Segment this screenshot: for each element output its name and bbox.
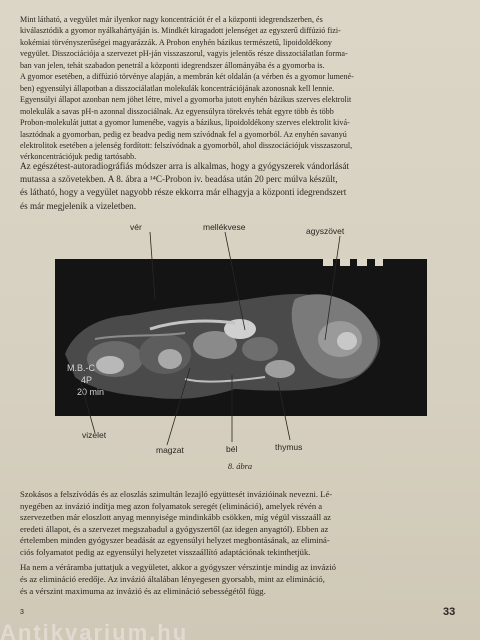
page-number: 33 [443, 606, 456, 618]
signature-mark: 3 [20, 609, 24, 616]
text-line: vérkoncentrációjuk pedig tartósabb. [20, 152, 137, 162]
label-magzat: magzat [156, 445, 184, 455]
label-ver: vér [130, 222, 142, 232]
text-line: elektrolitok esetében a jelenség fordított: felszívódnak a gyomorból, ahol disszociációjuk visszaszorul, [20, 140, 353, 150]
text-line: ciós folyamatot pedig az egyensúlyi helyzetet visszaállító adaptációnak tekinthetjük. [20, 546, 311, 557]
text-line: vegyület. Disszociációja a szervezet pH-ján visszaszorul, vagyis jelentős része disszociálatlan forma- [20, 49, 348, 59]
film-marking-1: M.B.-C [67, 363, 95, 373]
text-line: és látható, hogy a vegyület nagyobb része ekkorra már elhagyja a központi idegrendszert [20, 187, 347, 198]
text-line: ben) egyensúlyi állapotban a disszociálatlan molekulák koncentrációjának azonosnak kell lennie. [20, 83, 335, 93]
text-line: kiválasztódik a gyomor nyálkahártyáján is. Mindkét kiragadott jelenséget az egyszerű diffúzió fizi- [20, 26, 341, 36]
text-line: Szokásos a felszívódás és az eloszlás szimultán lezajló együttesét invázióinak nevezni. Lé- [20, 489, 333, 499]
text-line: Mint látható, a vegyület már ilyenkor nagy koncentrációt ér el a központi idegrendszerben, és [20, 15, 323, 24]
text-line: szervezetben már eloszlott anyag mennyisége mindinkább csökken, míg végül visszaáll az [20, 512, 331, 523]
text-line: kokémiai törvényszerűségei magyarázzák. A Probon enyhén bázikus természetű, lipoidoldékony [20, 37, 332, 47]
text-line: Az egészétest-autoradiográfiás módszer arra is alkalmas, hogy a gyógyszerek vándorlását [20, 161, 350, 171]
text-line: és az elimináció eredője. Az invázió általában lényegesen gyorsabb, mint az elimináció, [20, 573, 325, 584]
text-line: Ha nem a véráramba juttatjuk a vegyületet, akkor a gyógyszer vérszintje mindig az invázió [20, 562, 337, 572]
text-line: lasztódnak a gyomorban, pedig ez beadva pedig nem szívódnak fel a gyomorból. Az enyhén savanyú [20, 129, 347, 139]
text-line: értelemben minden gyógyszer beadását az egyensúlyi helyzet megbontásának, az eliminá- [20, 535, 330, 546]
text-line: eredeti állapot, és a szervezet megszabadul a gyógyszertől (az idegen anyagtól). Ebben az [20, 523, 329, 534]
text-line: mutassa a szövetekben. A 8. ábra a ¹⁴C-Probon iv. beadása után 20 perc múlva készült, [20, 174, 338, 185]
paragraph-blood-level [20, 562, 460, 597]
text-line: nyegében az invázió indítja meg azon folyamatok seregét (elimináció), amelyek révén a [20, 500, 323, 511]
film-marking-3: 20 min [77, 387, 105, 397]
text-line: A gyomor esetében, a diffúzió törvénye alapján, a membrán két oldalán (a vérben és a gyomor lumené- [20, 72, 354, 82]
text-line: Egyensúlyi állapot azonban nem jöhet létre, mivel a gyomorba jutott enyhén bázikus szerves elektrolit [20, 95, 352, 105]
watermark: Antikvarium.hu [0, 620, 189, 640]
film-marking-2: 4P [81, 375, 93, 385]
text-line: és már megjelenik a vizeletben. [20, 200, 137, 211]
label-vizelet: vizelet [82, 430, 107, 440]
text-line: és a vérszint maximuma az invázió és az elimináció sebességétől függ. [20, 585, 266, 596]
text-line: molekulák a savas pH-n azonnal disszociálnak. Az egyensúlyra törekvés tehát egyre több és több [20, 106, 334, 116]
label-bel: bél [226, 444, 238, 454]
label-mellekvese: mellékvese [203, 222, 246, 232]
text-line: Probon-molekulát juttat a gyomor lumenébe, vagyis a bázikus, lipoidoldékony szerves elektrolit kivá- [20, 118, 350, 128]
figure-caption: 8. ábra [227, 462, 253, 471]
text-line: ban van jelen, tehát szabadon penetrál a központi idegrendszer állományába és a gyomorba is. [20, 60, 325, 70]
label-thymus: thymus [275, 442, 303, 452]
paragraph-invasion [20, 489, 460, 559]
label-agyszovet: agyszövet [306, 226, 345, 236]
